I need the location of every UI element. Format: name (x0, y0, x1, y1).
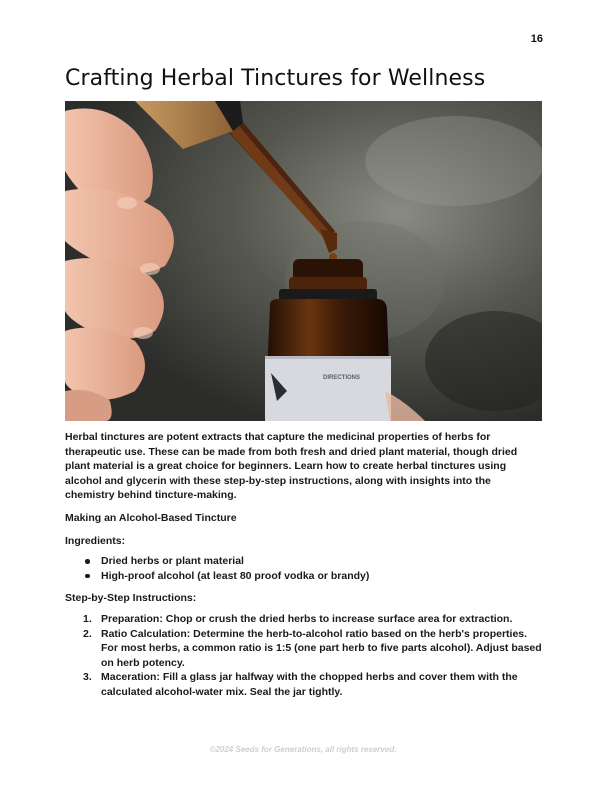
steps-label: Step-by-Step Instructions: (65, 592, 197, 605)
page-title: Crafting Herbal Tinctures for Wellness (65, 66, 486, 91)
list-item: Dried herbs or plant material (85, 554, 543, 569)
step-text: Ratio Calculation: Determine the herb-to-alcohol ratio based on the herb's properties. For most herbs, a common ratio is 1:5 (one part herb to five parts alcohol). Adjust based on herb potency. (101, 627, 542, 669)
copyright-footer: ©2024 Seeds for Generations, all rights reserved. (209, 745, 397, 754)
page-number: 16 (530, 33, 543, 45)
intro-paragraph: Herbal tinctures are potent extracts that capture the medicinal properties of herbs for therapeutic use. These can be made from both fresh and dried plant material, though dried plant material is a great choice for beginners. Learn how to create herbal tinctures using alcohol and glycerin with these step-by-step instructions, along with insights into the chemistry behind tincture-making. (65, 431, 518, 502)
bottle-label-text: DIRECTIONS (323, 375, 361, 381)
list-item (83, 627, 543, 671)
step-number: 1. (83, 612, 92, 625)
step-text: Preparation: Chop or crush the dried herbs to increase surface area for extraction. (101, 612, 513, 625)
step-number: 2. (83, 627, 92, 640)
section-heading: Making an Alcohol-Based Tincture (65, 511, 237, 524)
tincture-photo (65, 101, 542, 421)
step-list (65, 612, 543, 700)
step-number: 3. (83, 671, 92, 684)
list-item (83, 612, 543, 627)
ingredient-list (65, 554, 543, 583)
ingredients-label: Ingredients: (65, 534, 126, 547)
article-body (65, 430, 543, 700)
list-item (83, 670, 543, 699)
list-item: High-proof alcohol (at least 80 proof vodka or brandy) (85, 569, 543, 584)
step-text: Maceration: Fill a glass jar halfway with the chopped herbs and cover them with the calculated alcohol-water mix. Seal the jar tightly. (101, 671, 518, 698)
